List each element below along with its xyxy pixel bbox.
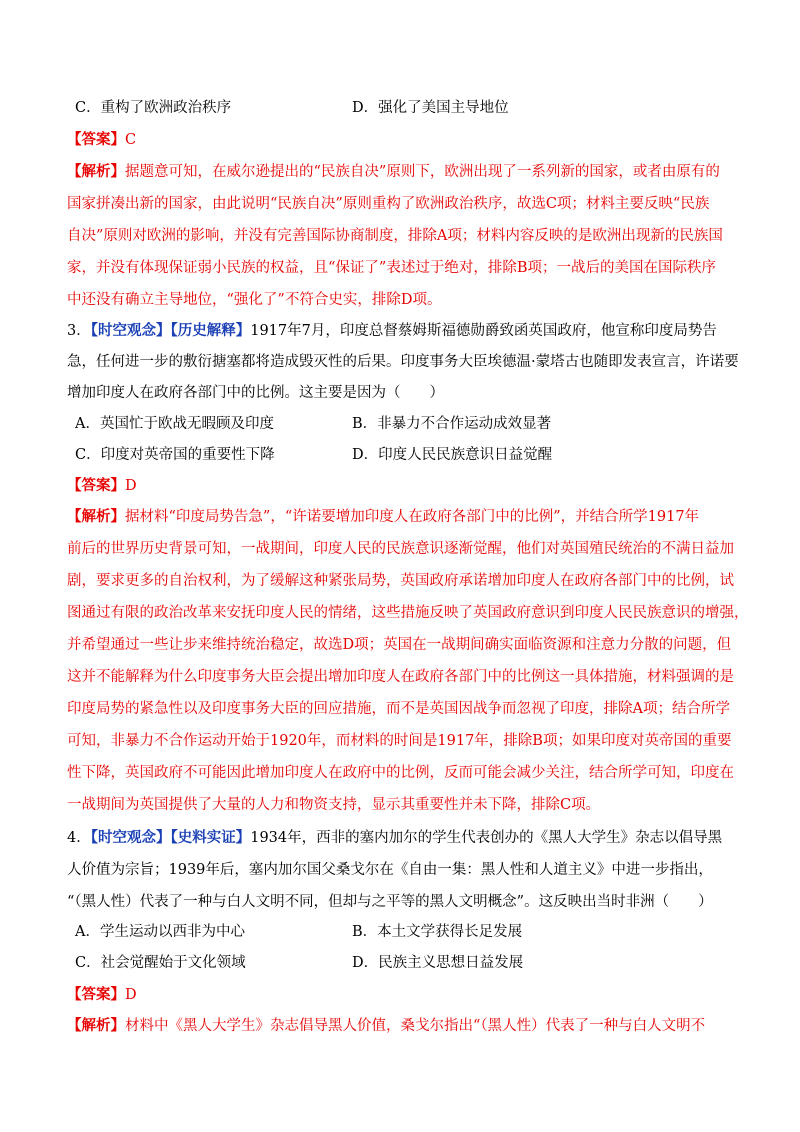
- q2-analysis-line-3: 自决”原则对欧洲的影响，并没有完善国际协商制度，排除A项；材料内容反映的是欧洲出现新的民族国: [67, 228, 723, 244]
- answer-tag: 【答案】: [67, 477, 125, 494]
- q3-answer: [67, 476, 137, 496]
- q3-analysis-line-8: 可知，非暴力不合作运动开始于1920年，而材料的时间是1917年，排除B项；如果印度对英帝国的重要: [67, 733, 732, 749]
- skill-tag: 【历史解释】: [170, 322, 251, 339]
- q3-option-d: D．印度人民民族意识日益觉醒: [352, 447, 553, 463]
- answer-value: C: [125, 132, 137, 148]
- q2-option-d: D．强化了美国主导地位: [352, 100, 509, 116]
- q3-analysis-line-4: 图通过有限的政治改革来安抚印度人民的情绪，这些措施反映了英国政府意识到印度人民民族意识的增强，: [67, 605, 749, 621]
- question-number: 3．: [67, 323, 91, 339]
- answer-tag: 【答案】: [67, 986, 125, 1003]
- analysis-tag: 【解析】: [67, 163, 125, 180]
- q4-analysis-line-1: 【解析】材料中《黑人大学生》杂志倡导黑人价值，桑戈尔指出“（黑人性）代表了一种与白人文明不: [67, 1017, 706, 1034]
- q4-option-d: D．民族主义思想日益发展: [352, 955, 524, 971]
- q4-stem-line-3: “（黑人性）代表了一种与白人文明不同，但却与之平等的黑人文明概念”。这反映出当时非洲（ ）: [67, 894, 713, 910]
- q4-answer: [67, 985, 137, 1005]
- q4-option-c: C．社会觉醒始于文化领域: [75, 955, 246, 971]
- analysis-tag: 【解析】: [67, 1017, 125, 1034]
- skill-tag: 【时空观念】: [90, 829, 171, 846]
- q3-option-a: A．英国忙于欧战无暇顾及印度: [75, 416, 274, 432]
- q4-stem-line-1: 4．【时空观念】【史料实证】1934年，西非的塞内加尔的学生代表创办的《黑人大学生》杂志以倡导黑: [67, 829, 723, 846]
- q3-analysis-line-1: 【解析】据材料“印度局势告急”，“许诺要增加印度人在政府各部门中的比例”，并结合所学1917年: [67, 508, 700, 525]
- answer-value: D: [125, 478, 137, 494]
- analysis-tag: 【解析】: [67, 508, 125, 525]
- q3-analysis-line-6: 这并不能解释为什么印度事务大臣会提出增加印度人在政府各部门中的比例这一具体措施，材料强调的是: [67, 669, 734, 685]
- skill-tag: 【时空观念】: [90, 322, 171, 339]
- q4-stem-line-2: 人价值为宗旨；1939年后，塞内加尔国父桑戈尔在《自由一集：黑人性和人道主义》中进一步指出，: [67, 862, 713, 878]
- q3-analysis-line-9: 性下降，英国政府不可能因此增加印度人在政府中的比例，反而可能会减少关注，结合所学可知，印度在: [67, 765, 734, 781]
- q2-analysis-line-2: 国家拼凑出新的国家，由此说明“民族自决”原则重构了欧洲政治秩序，故选C项；材料主要反映“民族: [67, 196, 710, 212]
- q3-analysis-line-10: 一战期间为英国提供了大量的人力和物资支持，显示其重要性并未下降，排除C项。: [67, 797, 601, 813]
- q2-analysis-line-4: 家，并没有体现保证弱小民族的权益，且“保证了”表述过于绝对，排除B项；一战后的美国在国际秩序: [67, 260, 716, 276]
- q2-analysis-line-1: 【解析】据题意可知，在威尔逊提出的“民族自决”原则下，欧洲出现了一系列新的国家，或者由原有的: [67, 163, 720, 180]
- answer-tag: 【答案】: [67, 131, 125, 148]
- q4-option-b: B．本土文学获得长足发展: [352, 924, 523, 940]
- q3-analysis-line-3: 剧，要求更多的自治权利，为了缓解这种紧张局势，英国政府承诺增加印度人在政府各部门中的比例，试: [67, 573, 734, 589]
- question-number: 4．: [67, 830, 91, 846]
- q2-answer: [67, 130, 136, 150]
- q3-analysis-line-7: 印度局势的紧急性以及印度事务大臣的回应措施，而不是英国因战争而忽视了印度，排除A项；结合所学: [67, 701, 730, 717]
- skill-tag: 【史料实证】: [170, 829, 251, 846]
- q3-stem-line-1: 3．【时空观念】【历史解释】1917年7月，印度总督蔡姆斯福德勋爵致函英国政府，他宣称印度局势告: [67, 322, 717, 339]
- answer-value: D: [125, 987, 137, 1003]
- q3-stem-line-2: 急，任何进一步的敷衍搪塞都将造成毁灭性的后果。印度事务大臣埃德温·蒙塔古也随即发表宣言，许诺要: [67, 354, 739, 370]
- q2-option-c: C．重构了欧洲政治秩序: [75, 100, 232, 116]
- q2-analysis-line-5: 中还没有确立主导地位，“强化了”不符合史实，排除D项。: [67, 292, 442, 308]
- q4-option-a: A．学生运动以西非为中心: [75, 924, 245, 940]
- q3-analysis-line-2: 前后的世界历史背景可知，一战期间，印度人民的民族意识逐渐觉醒，他们对英国殖民统治的不满日益加: [67, 541, 734, 557]
- q3-analysis-line-5: 并希望通过一些让步来维持统治稳定，故选D项；英国在一战期间确实面临资源和注意力分散的问题，但: [67, 637, 732, 653]
- q3-option-c: C．印度对英帝国的重要性下降: [75, 447, 275, 463]
- q3-option-b: B．非暴力不合作运动成效显著: [352, 416, 552, 432]
- q3-stem-line-3: 增加印度人在政府各部门中的比例。这主要是因为（ ）: [67, 385, 444, 401]
